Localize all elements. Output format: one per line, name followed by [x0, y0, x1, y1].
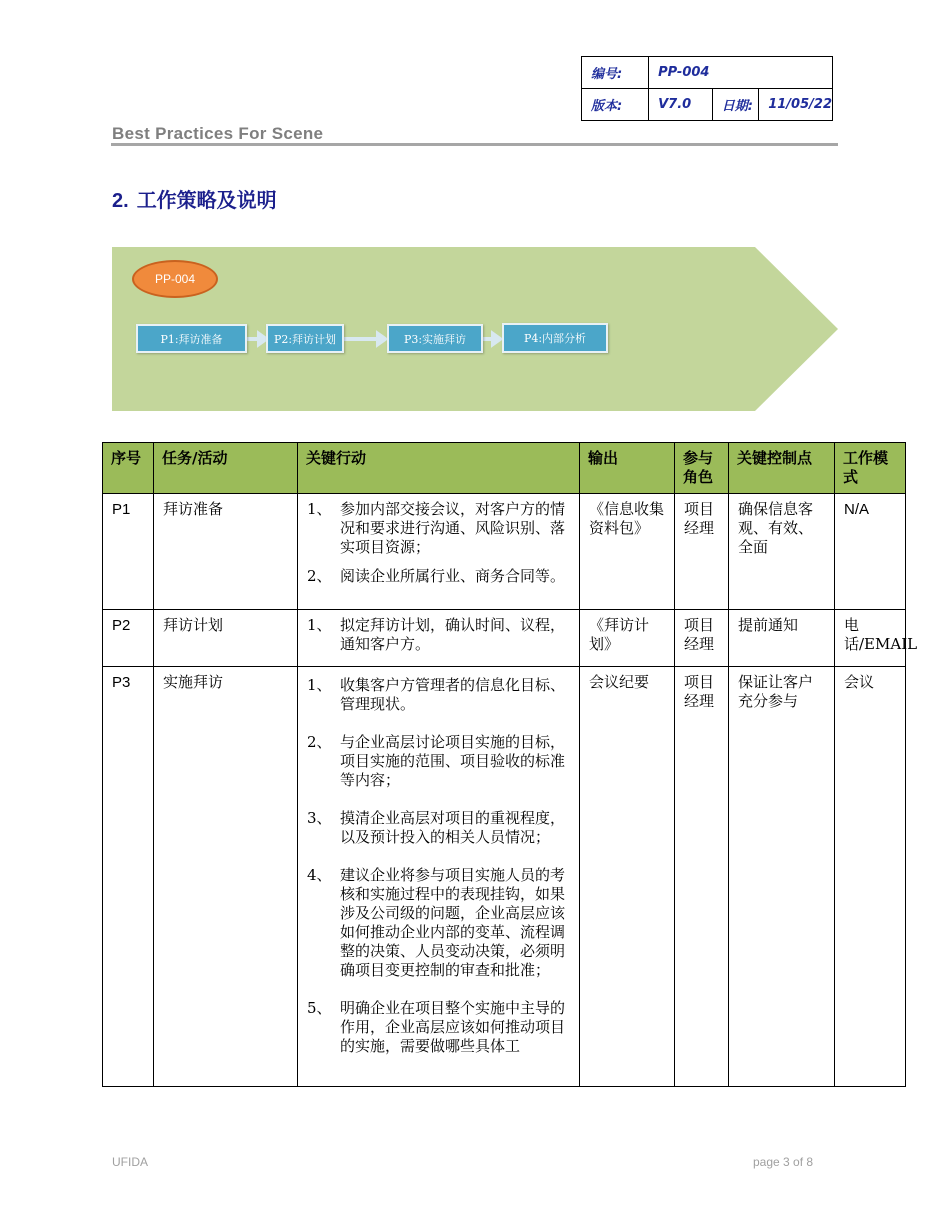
action-text: 阅读企业所属行业、商务合同等。 — [340, 567, 566, 585]
row-control: 保证让客户充分参与 — [729, 667, 835, 1087]
footer-company: UFIDA — [112, 1155, 148, 1169]
doc-number-value: PP-004 — [649, 57, 833, 89]
table-row — [103, 494, 906, 610]
activity-table — [102, 442, 918, 1087]
row-actions — [298, 610, 580, 667]
action-item — [307, 500, 571, 557]
mode-text: 电话/EMAIL — [844, 616, 918, 653]
action-item — [307, 567, 571, 586]
action-text: 参加内部交接会议，对客户方的情况和要求进行沟通、风险识别、落实项目资源； — [340, 500, 566, 556]
action-item — [307, 809, 571, 847]
row-output: 会议纪要 — [580, 667, 675, 1087]
date-value: 11/05/22 — [759, 89, 833, 121]
row-output: 《信息收集资料包》 — [580, 494, 675, 610]
row-id: P2 — [103, 610, 154, 667]
action-number: 2、 — [307, 567, 332, 585]
action-item — [307, 999, 571, 1056]
step-p1: P1:拜访准备 — [136, 324, 247, 353]
column-header: 工作模式 — [835, 443, 906, 494]
column-header: 输出 — [580, 443, 675, 494]
action-number: 1、 — [307, 676, 332, 694]
row-mode: N/A — [835, 494, 906, 610]
step-p2: P2:拜访计划 — [266, 324, 344, 353]
action-item — [307, 733, 571, 790]
row-control: 确保信息客观、有效、全面 — [729, 494, 835, 610]
action-text: 明确企业在项目整个实施中主导的作用，企业高层应该如何推动项目的实施，需要做哪些具体工 — [340, 999, 566, 1055]
row-actions — [298, 667, 580, 1087]
doc-number-label: 编号: — [582, 57, 649, 89]
process-code-badge: PP-004 — [132, 260, 218, 298]
action-number: 1、 — [307, 500, 332, 518]
table-row — [103, 610, 906, 667]
row-actions — [298, 494, 580, 610]
row-id: P1 — [103, 494, 154, 610]
action-item — [307, 616, 571, 654]
action-item — [307, 676, 571, 714]
step-p4: P4:内部分析 — [502, 323, 608, 353]
row-mode — [835, 610, 918, 667]
action-text: 与企业高层讨论项目实施的目标，项目实施的范围、项目验收的标准等内容； — [340, 733, 566, 789]
process-diagram — [112, 247, 838, 411]
action-text: 摸清企业高层对项目的重视程度，以及预计投入的相关人员情况； — [340, 809, 566, 846]
section-title: 工作策略及说明 — [136, 188, 277, 212]
action-number: 1、 — [307, 616, 332, 634]
version-value: V7.0 — [649, 89, 713, 121]
header-divider — [111, 143, 838, 146]
row-output: 《拜访计划》 — [580, 610, 675, 667]
step-p3: P3:实施拜访 — [387, 324, 483, 353]
row-role: 项目经理 — [675, 494, 729, 610]
footer-page-number: page 3 of 8 — [753, 1155, 814, 1169]
action-number: 5、 — [307, 999, 332, 1017]
row-task: 拜访计划 — [154, 610, 298, 667]
action-text: 建议企业将参与项目实施人员的考核和实施过程中的表现挂钩，如果涉及公司级的问题，企业高层应该如何推动企业内部的变革、流程调整的决策、人员变动决策，必须明确项目变更控制的审查和批准； — [340, 866, 566, 979]
section-number: 2. — [112, 190, 129, 212]
table-header-row — [103, 443, 906, 494]
action-item — [307, 866, 571, 980]
row-task: 拜访准备 — [154, 494, 298, 610]
column-header: 序号 — [103, 443, 154, 494]
action-number: 4、 — [307, 866, 332, 884]
column-header: 任务/活动 — [154, 443, 298, 494]
row-mode: 会议 — [835, 667, 906, 1087]
row-role: 项目经理 — [675, 667, 729, 1087]
action-number: 2、 — [307, 733, 332, 751]
action-text: 拟定拜访计划，确认时间、议程，通知客户方。 — [340, 616, 566, 653]
row-control: 提前通知 — [729, 610, 835, 667]
section-heading — [112, 184, 277, 213]
column-header: 参与角色 — [675, 443, 729, 494]
action-text: 收集客户方管理者的信息化目标、管理现状。 — [340, 676, 566, 713]
version-label: 版本: — [582, 89, 649, 121]
row-id: P3 — [103, 667, 154, 1087]
action-number: 3、 — [307, 809, 332, 827]
column-header: 关键控制点 — [729, 443, 835, 494]
row-role: 项目经理 — [675, 610, 729, 667]
date-label: 日期: — [712, 89, 758, 121]
table-row — [103, 667, 906, 1087]
column-header: 关键行动 — [298, 443, 580, 494]
document-meta-table — [581, 56, 833, 121]
document-title: Best Practices For Scene — [112, 124, 324, 143]
row-task: 实施拜访 — [154, 667, 298, 1087]
